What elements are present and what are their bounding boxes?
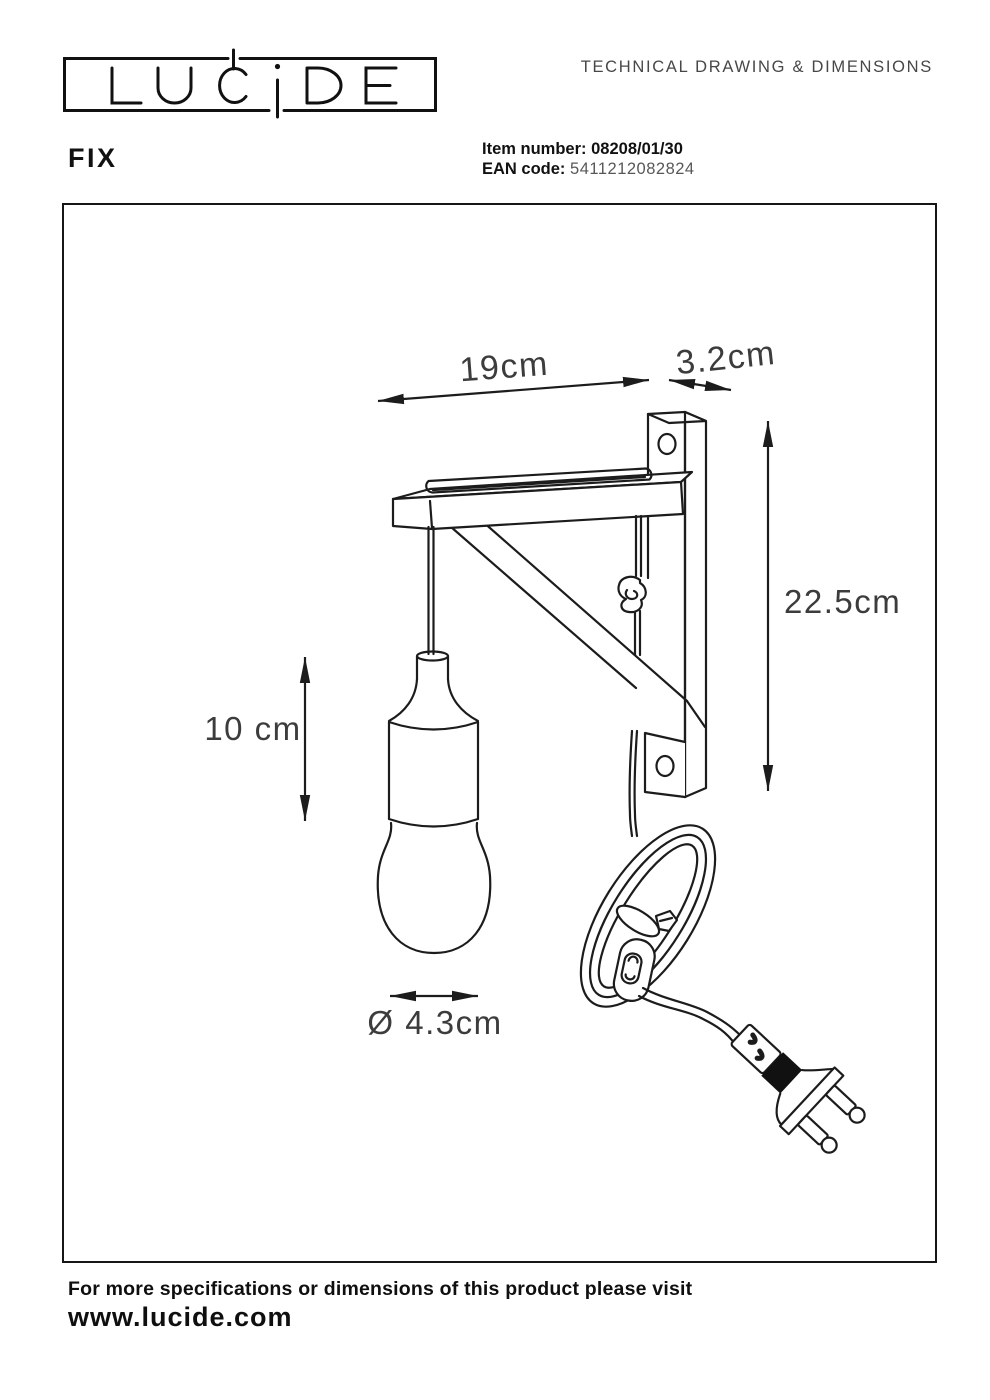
dim-arm-width: 19cm [458, 344, 551, 390]
plate-foot [645, 733, 685, 797]
product-name: FIX [68, 143, 118, 173]
plug-cord [639, 988, 741, 1044]
logo-letter-d [307, 68, 341, 103]
document-title: TECHNICAL DRAWING & DIMENSIONS [580, 58, 933, 76]
item-number-value: 08208/01/30 [591, 140, 683, 158]
dim-socket-length: 10 cm [204, 710, 302, 747]
wall-cord [630, 516, 641, 836]
cord-hook [618, 577, 645, 612]
logo-i-dot [275, 64, 280, 69]
socket-bell [389, 679, 417, 721]
pendant-lamp [378, 527, 490, 953]
ean-value: 5411212082824 [570, 160, 695, 178]
ean-label: EAN code: [482, 160, 566, 178]
footer-note: For more specifications or dimensions of this product please visit [68, 1278, 693, 1300]
mounting-hole-top [659, 434, 676, 454]
dim-plate-height: 22.5cm [784, 583, 902, 620]
item-number-label: Item number: [482, 140, 587, 158]
logo-letter-u [158, 68, 191, 103]
bulb [378, 823, 490, 953]
diagonal-brace [451, 521, 705, 727]
footer-website[interactable]: www.lucide.com [68, 1302, 293, 1332]
logo-letter-c [220, 69, 246, 103]
dim-bulb-diameter: Ø 4.3cm [367, 1004, 503, 1041]
dimension-labels [204, 334, 901, 1041]
dim-plate-depth: 3.2cm [674, 333, 778, 383]
logo-letter-e [366, 68, 396, 103]
wall-plate [645, 412, 706, 797]
inline-switch [611, 936, 658, 1004]
lucide-logo [65, 50, 436, 117]
socket-sleeve [389, 722, 478, 819]
pendant-cord [429, 527, 434, 654]
power-plug [713, 1005, 876, 1165]
logo-letter-l [112, 68, 141, 103]
